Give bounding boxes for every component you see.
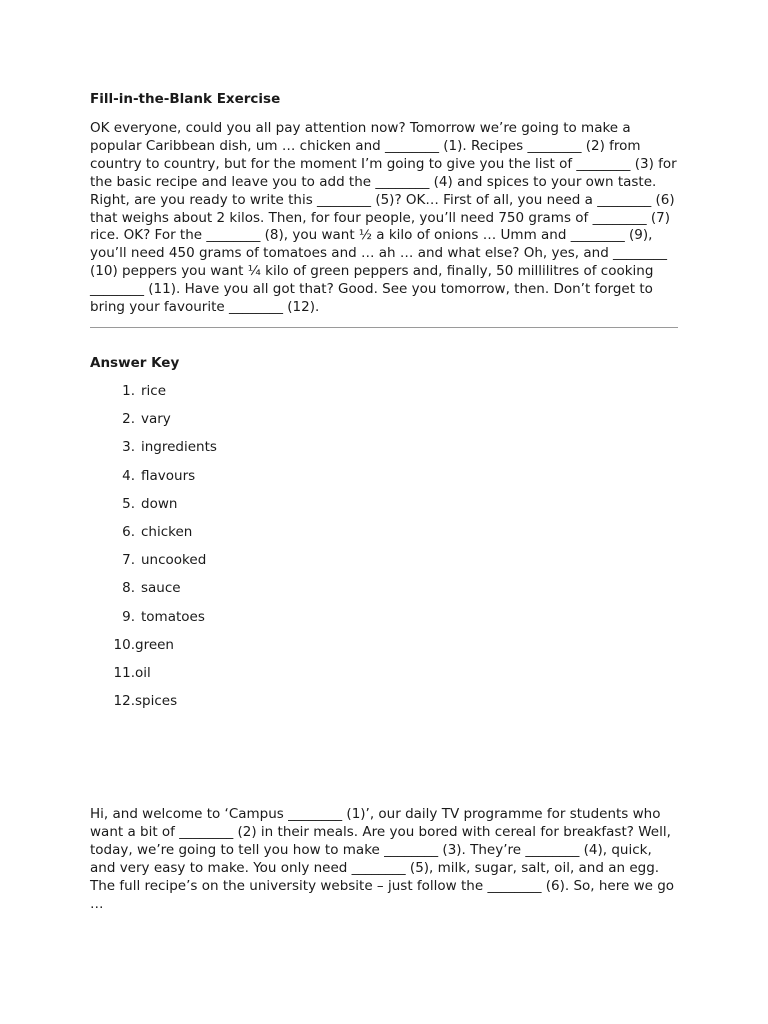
list-item [90,468,217,496]
list-item-number: 6. [122,523,135,540]
list-item [90,383,217,411]
list-item [90,609,217,637]
answer-key-list [90,383,217,721]
list-item-text: spices [135,693,178,710]
list-item-number: 11. [113,664,135,681]
list-item [90,524,217,552]
list-item [90,552,217,580]
list-item-text: oil [135,664,151,681]
second-exercise-paragraph: Hi, and welcome to ‘Campus ________ (1)’, our daily TV programme for students who want a bit of ________ (2) in their meals. Are you bored with cereal for breakfast? Well, today, we’re going to tell you how to make ________ (3). They’re ________ (4), quick, and very easy to make. You only need ________ (5), milk, sugar, salt, oil, and an egg. The full recipe’s on the university website – just follow the ________ (6). So, here we go … [90,806,675,912]
list-item [90,580,217,608]
list-item-text: sauce [141,580,181,597]
list-item-number: 5. [122,495,135,512]
list-item-text: ingredients [141,439,217,456]
list-item-text: flavours [141,467,196,484]
list-item [90,637,217,665]
list-item [90,439,217,467]
list-item-number: 12. [113,693,135,710]
list-item-text: vary [141,411,171,428]
answer-key-heading: Answer Key [90,355,180,371]
list-item-number: 9. [122,608,135,625]
list-item [90,665,217,693]
list-item-text: down [141,495,178,512]
list-item-text: tomatoes [141,608,205,625]
list-item-text: chicken [141,523,193,540]
exercise-title: Fill-in-the-Blank Exercise [90,91,281,107]
list-item [90,496,217,524]
exercise-paragraph: OK everyone, could you all pay attention now? Tomorrow we’re going to make a popular Caribbean dish, um … chicken and ________ (1). Recipes ________ (2) from country to country, but for the moment I’m going to give you the list of ________ (3) for the basic recipe and leave you to add the ________ (4) and spices to your own taste. Right, are you ready to write this ________ (5)? OK… First of all, you need a ________ (6) that weighs about 2 kilos. Then, for four people, you’ll need 750 grams of ________ (7) rice. OK? For the ________ (8), you want ½ a kilo of onions … Umm and ________ (9), you’ll need 450 grams of tomatoes and … ah … and what else? Oh, yes, and ________ (10) peppers you want ¼ kilo of green peppers and, finally, 50 millilitres of cooking ________ (11). Have you all got that? Good. See you tomorrow, then. Don’t forget to bring your favourite ________ (12). [90,120,677,316]
list-item-number: 10. [113,636,135,653]
list-item-number: 3. [122,439,135,456]
list-item-text: rice [141,383,167,399]
list-item [90,693,217,721]
list-item-number: 2. [122,411,135,428]
list-item [90,411,217,439]
list-item-number: 4. [122,467,135,484]
list-item-number: 1. [122,383,135,399]
list-item-number: 8. [122,580,135,597]
list-item-text: uncooked [141,552,207,569]
list-item-text: green [135,636,174,653]
section-divider [90,327,678,328]
list-item-number: 7. [122,552,135,569]
